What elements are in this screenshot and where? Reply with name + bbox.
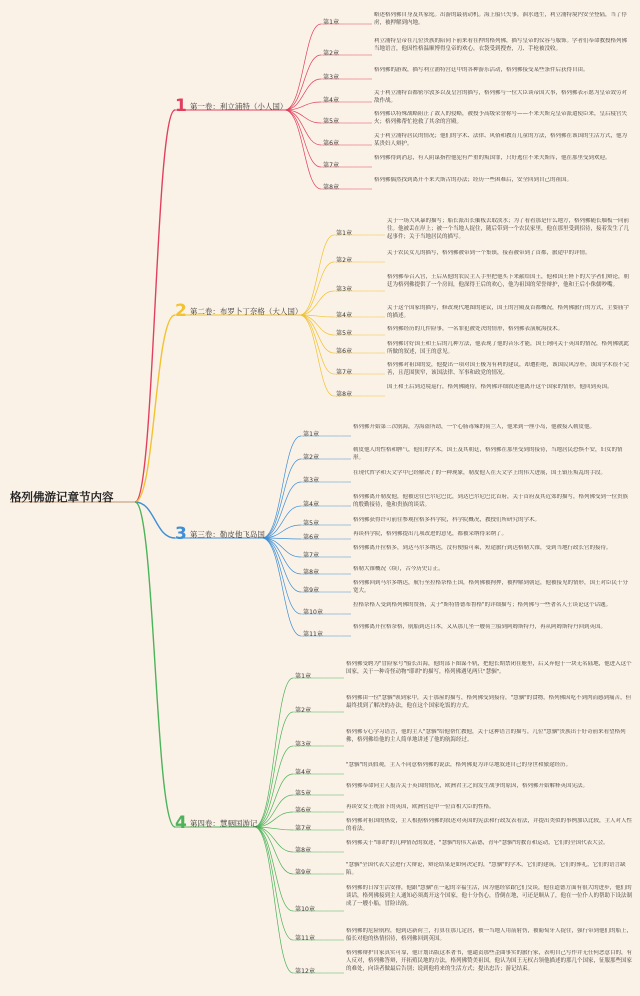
chapter-branch: [285, 110, 322, 167]
chapter-branch: [262, 538, 301, 614]
volume-2-chapter-summary: 关于一场大风暴的描写；船长派出长舢板去取淡水；为了看看那是什么地方，格列佛随长舢板一同前往。他被丢在岸上；被一个当地人捉住，随后带到一个农民家里，他在那里受到招待，接着发生了几起事件；关于当地居民的描写。: [387, 218, 630, 240]
chapter-branch: [300, 262, 335, 315]
volume-branch: [135, 110, 175, 502]
volume-2-chapter-summary: 格列佛讨好国王和王后的几种方法，他表现了他的音乐才能，国王询问关于英国的情况，格列佛就此所做的叙述，国王的意见。: [387, 341, 630, 355]
volume-1-title: 第一卷：利立浦特（小人国）: [189, 102, 288, 111]
volume-3-chapter-summary: 格列佛回到马尔多纳达，航行至拉格奈格王国，格列佛被拘押，被押解到朝廷，他被接见的情形，国王对臣民十分宽大。: [353, 580, 629, 594]
volume-3-chapter-label: 第3章: [303, 477, 320, 484]
volume-2-chapter-summary: 国王和王后到边境巡行，格列佛随侍，格列佛详细叙述他离开这个国家的情形，他回到英国。: [387, 384, 613, 390]
volume-1-chapter-label: 第5章: [323, 118, 340, 125]
volume-4-chapter-label: 第7章: [295, 825, 312, 832]
volume-1-chapter-summary: 利立浦特皇帝在几位贵族的陪同下前来看在押的格列佛，描写皇帝的仪容与服饰。学者们奉命教授格列佛当地语言，他因性格温顺博得皇帝的欢心，衣袋受到搜查，刀、手枪被没收。: [374, 38, 628, 52]
volume-1-chapter-label: 第3章: [323, 74, 340, 81]
volume-4-chapter-summary: 格列佛受聘为"冒险家号"船长出海，他的部下图谋不轨，把他长期禁闭在舱里，后又弃他于一块无名陆地，他进入这个国家，关于一种奇怪动物"耶胡"的描写，格列佛遇见两只"慧骃"。: [346, 661, 632, 675]
volume-1-chapter-label: 第1章: [323, 19, 340, 26]
volume-3-chapter-summary: 格列佛开始第三次航海，为海盗所劫，一个心肠毒辣的荷兰人，他来到一座小岛，他被接入勒皮他。: [353, 424, 596, 430]
volume-4-chapter-summary: "慧骃"全国代表大会进行大辩论，辩论结果是如何决定的，"慧骃"的学术，它们的建筑，它们的葬礼，它们的语言缺陷。: [346, 862, 626, 876]
chapter-branch: [285, 110, 322, 145]
volume-3-chapter-summary: 格列佛离开勒皮他，他被送往巴尔尼巴比，到达巴尔尼巴比首府，关于首府及其近郊的描写，格列佛受到一位贵族的殷勤接待，他和贵族的谈话。: [353, 494, 629, 508]
volume-4-chapter-label: 第6章: [295, 807, 312, 814]
volume-1-chapter-summary: 略述格列佛自身及其家庭。出游的最初动机。海上船只失事，泅水逃生，利立浦特境内安全登陆，当了俘虏，被押解到内地。: [374, 12, 628, 26]
mind-map-root-title: 格列佛游记章节内容: [10, 490, 114, 504]
volume-3-chapter-summary: 格列佛离开拉格多，到达马尔多纳达，没有便船可乘，短途旅行到达格勒大锥，受到当地行政长官的接待。: [353, 545, 612, 551]
volume-3-title: 第三卷：勒皮他飞岛国: [189, 530, 265, 539]
volume-1-chapter-label: 第8章: [323, 184, 340, 191]
volume-1-chapter-summary: 格列佛得到消息，有人阴谋指控他犯有严重的叛国罪，只好逃往不来夫斯库，他在那里受到欢迎。: [374, 155, 611, 161]
chapter-branch: [255, 678, 294, 827]
chapter-branch: [255, 827, 294, 940]
volume-3-chapter-label: 第9章: [303, 587, 320, 594]
volume-2-chapter-summary: 格列佛对祖国的爱，他提出一项对国王极为有利的建议，却遭拒绝，该国民风淳朴，该国学术很不完善，且范围狭窄，该国法律、军事和政党的情况。: [387, 362, 630, 376]
volume-4-node: [175, 815, 257, 832]
volume-2-chapter-label: 第5章: [336, 330, 353, 337]
volume-3-chapter-label: 第2章: [303, 454, 320, 461]
volume-1-chapter-label: 第2章: [323, 50, 340, 57]
volume-3-chapter-summary: 拉格奈格人受到格列佛的赞扬，关于"斯特鲁德布鲁格"的详细描写；格列佛与一些著名人士谈论这个话题。: [353, 602, 612, 608]
volume-2-chapter-label: 第3章: [336, 286, 353, 293]
volume-1-number: 1: [175, 96, 187, 116]
volume-3-chapter-summary: 再谈科学院，格列佛提出几项改进的意见，都被采纳得采纳了。: [353, 531, 508, 537]
volume-4-chapter-label: 第3章: [295, 741, 312, 748]
volume-4-chapter-summary: 格列佛关于"耶胡"的几种情况的叙述，"慧骃"的伟大品德，青年"慧骃"的教育和运动，它们的全国代表大会。: [346, 840, 609, 846]
chapter-branch: [255, 774, 294, 827]
volume-3-chapter-label: 第4章: [303, 501, 320, 508]
volume-2-chapter-label: 第2章: [336, 257, 353, 264]
chapter-branch: [285, 110, 322, 189]
volume-3-chapter-label: 第6章: [303, 534, 320, 541]
chapter-branch: [262, 538, 301, 636]
volume-3-chapter-label: 第5章: [303, 520, 320, 527]
volume-4-chapter-summary: 格列佛专心学习语言，他的主人"慧骃"给他帮忙教他，关于这种语言的描写，几位"慧骃"贵族出于好奇前来看望格列佛，格列佛给他的主人简单地讲述了他的航海经过。: [346, 729, 626, 743]
volume-4-chapter-summary: 格列佛辩护自家真实可靠，他计划出版这本著书，他谴责那些歪曲事实的旅行家，表明自己写作并无任何恶意目的，有人反对，格列佛答辩，开拓殖民地的方法，格列佛赞美祖国，他认为国王无权占领他描述的那几个国家，征服那些国家的难处，向读者做最后告别；说到他将来的生活方式；提出忠告；游记结束。: [346, 950, 633, 972]
volume-4-chapter-label: 第10章: [295, 906, 315, 913]
volume-2-chapter-label: 第7章: [336, 369, 353, 376]
volume-4-chapter-summary: 格列佛对祖国的热爱，主人根据格列佛的叙述对英国的宪法和行政发表看法，并提出类似的事例加以比较，主人对人性的看法。: [346, 818, 633, 832]
volume-4-chapter-label: 第11章: [295, 935, 315, 942]
volume-1-chapter-summary: 关于利立浦特首都密尔敦多以及皇宫的描写，格列佛与一位大臣谈帝国大事，格列佛表示愿为皇帝效劳对敌作战。: [374, 90, 628, 104]
volume-2-chapter-summary: 关于农民女儿的描写，格列佛被带到一个集镇，接着被带到了首都，旅途中的详情。: [387, 250, 591, 256]
volume-4-chapter-label: 第9章: [295, 869, 312, 876]
volume-4-chapter-label: 第1章: [295, 673, 312, 680]
volume-1-chapter-label: 第4章: [323, 97, 340, 104]
volume-1-chapter-summary: 关于利立浦特居民的情况；他们的学术、法律、风俗和教育儿童的方法，格列佛在该国的生活方式，他为某贵妇人辩护。: [374, 133, 628, 147]
volume-2-chapter-summary: 格列佛奉召入宫，王后从他的农民主人手里把他买下来献给国王，他和国王陛下的大学者们辩论，朝廷为格列佛提供了一个房间，他深得王后的欢心，他为祖国的荣誉辩护，他和王后小侏儒吵嘴。: [387, 274, 630, 288]
volume-4-chapter-summary: 格列佛的危险航程，他到达新荷兰，打算在那儿定居，被一当地人用箭射伤，被葡萄牙人捉住，强行带到他们的船上，船长对他的热情招待，格列佛回到英国。: [346, 928, 633, 942]
volume-4-title: 第四卷：慧骃国游记: [189, 819, 258, 828]
volume-3-chapter-summary: 格勒大锥概况（续），古今历史订正。: [353, 566, 444, 572]
volume-3-chapter-label: 第7章: [303, 552, 320, 559]
chapter-branch: [300, 291, 335, 315]
volume-4-chapter-label: 第2章: [295, 707, 312, 714]
volume-3-chapter-label: 第11章: [303, 631, 323, 638]
volume-3-chapter-summary: 格列佛获得许可前往参观拉格多科学院，科学院概况，教授们所研究的学术。: [353, 517, 541, 523]
volume-2-chapter-summary: 格列佛经历的几件险事，一名罪犯被处决的情形，格列佛表演航海技术。: [387, 326, 564, 332]
volume-3-chapter-summary: 在现代哲学和天文学中已经解决了的一种现象，勒皮他人在天文学上的伟大进展，国王镇压叛乱的手段。: [353, 470, 607, 476]
volume-4-chapter-summary: 格列佛的日常生活安排，他跟"慧骃"在一起的幸福生活，因为他经常跟它们交谈，他在道德方面有很大的进步，他们的谈话，格列佛接到主人通知必须离开这个国家，他十分伤心，昏倒在地，可还是顺从了，他在一位仆人的帮助下设法制成了一艘小船，冒险出航。: [346, 885, 633, 907]
volume-3-chapter-label: 第1章: [303, 431, 320, 438]
volume-4-chapter-label: 第5章: [295, 790, 312, 797]
volume-3-node: [175, 526, 265, 543]
volume-4-number: 4: [175, 813, 187, 833]
chapter-branch: [262, 459, 301, 538]
volume-branch: [135, 502, 175, 827]
volume-1-chapter-summary: 格列佛的游戏，描写利立浦特宫廷中的各种游乐活动，格列佛接受某些条件后获得自由。: [374, 67, 589, 73]
volume-3-chapter-summary: 勒皮他人的性格和脾气，他们的学术，国王及其朝廷，格列佛在那里受到的接待，当地居民恐惧不安，妇女的情形。: [353, 447, 623, 461]
chapter-branch: [285, 55, 322, 110]
volume-3-chapter-summary: 格列佛离开拉格奈格，航船到达日本，又从那儿坐一艘荷兰船到阿姆斯特丹，再从阿姆斯特丹回到英国。: [353, 624, 607, 630]
volume-4-chapter-summary: 再谈安女王统治下的英国，欧洲宫廷中一位首相大臣的性格。: [346, 804, 495, 810]
chapter-branch: [262, 506, 301, 538]
chapter-branch: [255, 827, 294, 911]
volume-1-chapter-summary: 格列佛偶然找到离开不来夫斯古的办法；经历一些困难后，安全回到自己的祖国。: [374, 177, 573, 183]
volume-2-number: 2: [175, 301, 187, 321]
volume-2-chapter-label: 第8章: [336, 391, 353, 398]
volume-4-chapter-summary: 格列佛奉命向主人报告关于英国的情况，欧洲君主之间发生战争的原因，格列佛开始解释英国宪法。: [346, 783, 589, 789]
volume-4-chapter-summary: "慧骃"的真假观，主人不同意格列佛的说法，格列佛更为详尽地叙述自己的身世和旅途经历。: [346, 762, 572, 768]
chapter-branch: [300, 315, 335, 396]
volume-1-chapter-label: 第6章: [323, 140, 340, 147]
volume-1-chapter-summary: 格列佛以特殊战略阻止了敌人的侵略，被授予高级荣誉称号——不来夫斯克皇帝派遣使臣来，皇后寝宫失火；格列佛帮忙抢救了其余的宫殿。: [374, 111, 628, 125]
volume-2-title: 第二卷：布罗卜丁奈格（大人国）: [189, 307, 303, 316]
volume-3-number: 3: [175, 524, 187, 544]
chapter-branch: [285, 24, 322, 110]
volume-2-node: [175, 303, 302, 320]
volume-2-chapter-summary: 关于这个国家的描写，修改现代地图的建议，国王的宫殿及首都概况，格列佛旅行的方式，主要庙宇的描述。: [387, 305, 630, 319]
volume-4-chapter-label: 第12章: [295, 968, 315, 975]
volume-3-chapter-label: 第10章: [303, 609, 323, 616]
volume-3-chapter-label: 第8章: [303, 569, 320, 576]
chapter-branch: [255, 712, 294, 827]
volume-2-chapter-label: 第4章: [336, 312, 353, 319]
chapter-branch: [300, 235, 335, 315]
volume-4-chapter-summary: 格列佛由一位"慧骃"领到家中，关于那屋的描写，格列佛受到接待，"慧骃"的食物，格列佛因吃不到肉而感到痛苦，但最终找到了解决的办法，他在这个国家吃饭的方式。: [346, 695, 632, 709]
volume-branch: [135, 315, 175, 502]
volume-2-chapter-label: 第6章: [336, 348, 353, 355]
volume-2-chapter-label: 第1章: [336, 230, 353, 237]
volume-1-chapter-label: 第7章: [323, 162, 340, 169]
volume-branch: [135, 502, 175, 538]
volume-1-node: [175, 98, 287, 115]
volume-4-chapter-label: 第8章: [295, 847, 312, 854]
volume-4-chapter-label: 第4章: [295, 769, 312, 776]
